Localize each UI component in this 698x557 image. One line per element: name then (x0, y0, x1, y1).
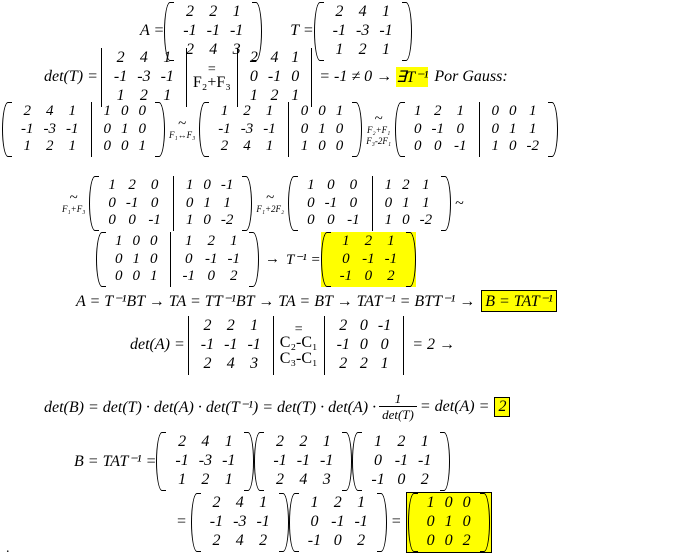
operation-2: ~ F₂+F₁ F₃-2F₁ (366, 111, 392, 147)
det-B-fraction: $\frac{1}{\det(T)}$ (379, 392, 417, 422)
det-A-label: det(A) = (130, 336, 185, 354)
augmented-step4: 1 2 0 0 -1 0 0 0 -1 1 0 -1 0 1 1 1 0 -2 (89, 176, 252, 231)
operation-5: ~ (455, 194, 464, 212)
operation-1: ~ F₁↔F₃ (169, 116, 196, 141)
line-B-final (176, 492, 492, 553)
line-det-A (130, 316, 455, 375)
operation-3: ~ F₁+F₃ (62, 190, 86, 215)
method-label: Por Gauss: (434, 68, 508, 86)
identity-chain: A = T⁻¹BT → TA = TT⁻¹BT → TA = BT → TAT⁻¹ = BTT⁻¹ → (76, 293, 476, 310)
augmented-step2: 1 2 1 -1 -3 -1 2 4 1 0 0 1 0 1 0 1 0 0 (199, 102, 362, 157)
arrow-to-inverse: → (265, 251, 280, 268)
augmented-step1: 2 4 1 -1 -3 -1 1 2 1 1 0 0 0 1 0 0 0 1 (2, 102, 165, 157)
det-A-reduced: 2 0 -1 -1 0 0 2 2 1 (321, 316, 408, 375)
det-A-result: = 2 → (412, 336, 456, 354)
B-final-eq2: = (390, 513, 402, 531)
operation-4: ~ F₁+2F₂ (256, 190, 285, 215)
matrix-A-grid: 2 2 1 -1 -1 -1 2 4 3 (183, 3, 244, 58)
matrix-B-partial-left: 2 4 1 -1 -3 -1 2 4 2 (191, 493, 289, 552)
det-T-determinant: 2 4 1 -1 -3 -1 1 2 1 (98, 48, 190, 107)
line-det-T (44, 48, 508, 107)
T-inverse-label: T⁻¹ = (286, 252, 321, 269)
gauss-row-3 (96, 232, 416, 287)
identity-boxed-result: B = TAT⁻¹ (481, 290, 557, 312)
det-T-result: = -1 ≠ 0 → (319, 68, 393, 86)
operation-det-A: = C₂-C₁ C₃-C₁ (279, 321, 318, 367)
B-final-eq1: = (176, 513, 187, 531)
augmented-step3: 1 2 1 0 -1 0 0 0 -1 0 0 1 0 1 1 1 0 -2 (395, 102, 558, 157)
B-product-label: B = TAT⁻¹ = (74, 453, 157, 471)
matrix-T-label: T = (290, 22, 314, 40)
matrix-T-factor: 2 4 1 -1 -3 -1 1 2 1 (156, 432, 254, 491)
augmented-step6: 1 0 0 0 1 0 0 0 1 1 2 1 0 -1 -1 -1 0 2 (96, 232, 259, 287)
exists-T-inverse: ∃T⁻¹ (396, 69, 429, 87)
matrix-A-label: A = (140, 22, 165, 40)
gauss-row-2 (58, 176, 464, 231)
operation-det-T: = F₂+F₃ (192, 61, 231, 91)
matrix-B-partial-right: 1 2 1 0 -1 -1 -1 0 2 (289, 493, 387, 552)
det-B-value: 2 (494, 397, 510, 417)
det-T-label: det(T) = (44, 68, 98, 86)
matrix-T-inverse: 1 2 1 0 -1 -1 -1 0 2 (321, 232, 417, 287)
line-similarity-identity (76, 290, 557, 312)
matrix-A-factor: 2 2 1 -1 -1 -1 2 4 3 (254, 432, 352, 491)
det-B-tail: = det(A) = (419, 398, 490, 415)
gauss-row-1 (2, 102, 558, 157)
det-A-determinant: 2 2 1 -1 -1 -1 2 4 3 (185, 316, 277, 375)
augmented-step5: 1 0 0 0 -1 0 0 0 -1 1 2 1 0 1 1 1 0 -2 (288, 176, 451, 231)
matrix-B-result: 1 0 0 0 1 0 0 0 2 (406, 492, 492, 553)
matrix-T-inverse-factor: 1 2 1 0 -1 -1 -1 0 2 (352, 432, 450, 491)
footer-mark: . (6, 541, 10, 556)
det-T-reduced: 2 4 1 0 -1 0 1 2 1 (234, 48, 315, 107)
line-B-product (74, 432, 450, 491)
line-det-B (44, 392, 510, 422)
det-B-expression: det(B) = det(T) · det(A) · det(T⁻¹) = det(T) · det(A) · (44, 399, 377, 416)
matrix-T-grid: 2 4 1 -1 -3 -1 1 2 1 (332, 3, 393, 58)
